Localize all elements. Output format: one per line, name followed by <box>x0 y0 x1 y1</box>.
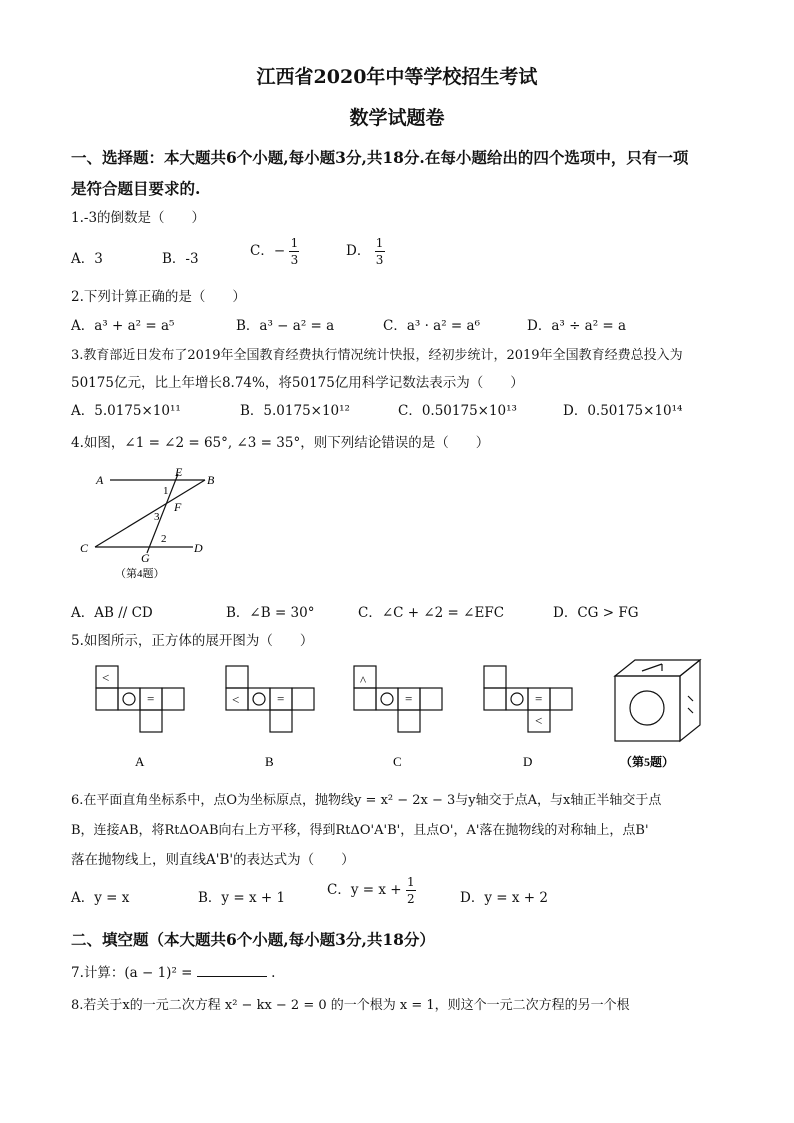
q7-stem: 7.计算：(a − 1)² = <box>71 965 193 981</box>
page-title: 江西省2020年中等学校招生考试 <box>256 66 538 88</box>
label-a: A <box>96 473 104 487</box>
q4-option-b: B．∠B = 30° <box>226 605 315 621</box>
net-c-caret-symbol: ^ <box>360 673 367 688</box>
q1-stem: 1.-3的倒数是（ ） <box>71 210 206 226</box>
q6-option-b: B．y = x + 1 <box>198 890 286 906</box>
section-1-heading-cont: 是符合题目要求的. <box>71 179 201 198</box>
q6-stem-line2: B，连接AB，将RtΔOAB向右上方平移，得到RtΔO'A'B'，且点O'，A'落在抛物线的对称轴上，点B' <box>71 823 649 838</box>
q1-option-d <box>346 236 385 267</box>
section-2-heading: 二、填空题（本大题共6个小题,每小题3分,共18分） <box>71 930 435 949</box>
q2-option-a: A．a³ + a² = a⁵ <box>71 318 175 334</box>
q1-option-c-fraction: $\frac{1}{3}$ <box>290 236 299 267</box>
label-d: D <box>194 541 203 555</box>
net-c-label: C <box>393 754 402 769</box>
q5-figure-caption: （第5题） <box>620 755 675 769</box>
label-1: 1 <box>163 485 169 497</box>
q4-option-c: C．∠C + ∠2 = ∠EFC <box>358 605 505 621</box>
q1-option-d-fraction: $\frac{1}{3}$ <box>375 236 384 267</box>
net-d-lt-symbol: < <box>535 713 543 728</box>
q5-stem: 5.如图所示，正方体的展开图为（ ） <box>71 633 314 649</box>
q3-option-a: A．5.0175×10¹¹ <box>71 403 181 419</box>
q6-option-a: A．y = x <box>71 890 130 906</box>
net-b-label: B <box>265 754 274 769</box>
q4-stem: 4.如图，∠1 = ∠2 = 65°, ∠3 = 35°，则下列结论错误的是（ ） <box>71 435 490 451</box>
label-e: E <box>175 465 183 479</box>
q6-option-c-label: C．y = x + <box>327 882 402 898</box>
q4-figure <box>75 463 235 588</box>
q1-option-b: B．-3 <box>162 251 199 267</box>
q7-answer-blank[interactable] <box>197 964 267 977</box>
net-b-lt-symbol: < <box>232 692 240 707</box>
q6-stem-line1: 6.在平面直角坐标系中，点O为坐标原点，抛物线y = x² − 2x − 3与y轴交于点A，与x轴正半轴交于点 <box>71 793 662 808</box>
net-a-label: A <box>135 754 145 769</box>
q3-option-b: B．5.0175×10¹² <box>240 403 350 419</box>
label-g: G <box>141 551 150 565</box>
q1-option-c <box>250 236 299 267</box>
q6-option-d: D．y = x + 2 <box>460 890 548 906</box>
line-cb <box>95 480 205 547</box>
q2-option-c: C．a³ · a² = a⁶ <box>383 318 480 334</box>
q2-option-b: B．a³ − a² = a <box>236 318 335 334</box>
label-3: 3 <box>154 511 160 523</box>
q3-stem-line1: 3.教育部近日发布了2019年全国教育经费执行情况统计快报，经初步统计，2019年全国教育经费总投入为 <box>71 348 683 363</box>
net-a-lt-symbol: < <box>102 670 110 685</box>
q1-option-d-label: D． <box>346 243 371 259</box>
net-d-label: D <box>523 754 533 769</box>
q2-option-d: D．a³ ÷ a² = a <box>527 318 627 334</box>
label-2: 2 <box>161 533 167 545</box>
q3-option-d: D．0.50175×10¹⁴ <box>563 403 683 419</box>
q4-figure-caption: （第4题） <box>115 568 165 580</box>
q1-option-a: A．3 <box>71 251 103 267</box>
section-1-heading: 一、选择题：本大题共6个小题,每小题3分,共18分.在每小题给出的四个选项中，只有一项 <box>71 148 689 167</box>
label-b: B <box>207 473 215 487</box>
q7-suffix: . <box>271 965 276 981</box>
net-b-eq-symbol: = <box>277 691 285 706</box>
label-c: C <box>80 541 89 555</box>
q6-stem-line3: 落在抛物线上，则直线A'B'的表达式为（ ） <box>71 852 355 868</box>
net-c-eq-symbol: = <box>405 691 413 706</box>
q3-stem-line2: 50175亿元，比上年增长8.74%，将50175亿用科学记数法表示为（ ） <box>71 375 524 391</box>
label-f: F <box>174 500 182 514</box>
net-d-eq-symbol: = <box>535 691 543 706</box>
q3-option-c: C．0.50175×10¹³ <box>398 403 517 419</box>
net-a-eq-symbol: = <box>147 691 155 706</box>
q4-option-d: D．CG > FG <box>553 605 639 621</box>
q1-option-c-label: C．− <box>250 243 286 259</box>
q5-figure <box>90 656 730 776</box>
q7 <box>71 961 275 981</box>
q8-stem-line1: 8.若关于x的一元二次方程 x² − kx − 2 = 0 的一个根为 x = 1，则这个一元二次方程的另一个根 <box>71 998 630 1013</box>
page-subtitle: 数学试题卷 <box>349 107 445 129</box>
q4-option-a: A．AB // CD <box>71 605 153 621</box>
q2-stem: 2.下列计算正确的是（ ） <box>71 289 246 305</box>
q6-option-c-fraction: $\frac{1}{2}$ <box>407 875 415 906</box>
q6-option-c <box>327 875 416 906</box>
